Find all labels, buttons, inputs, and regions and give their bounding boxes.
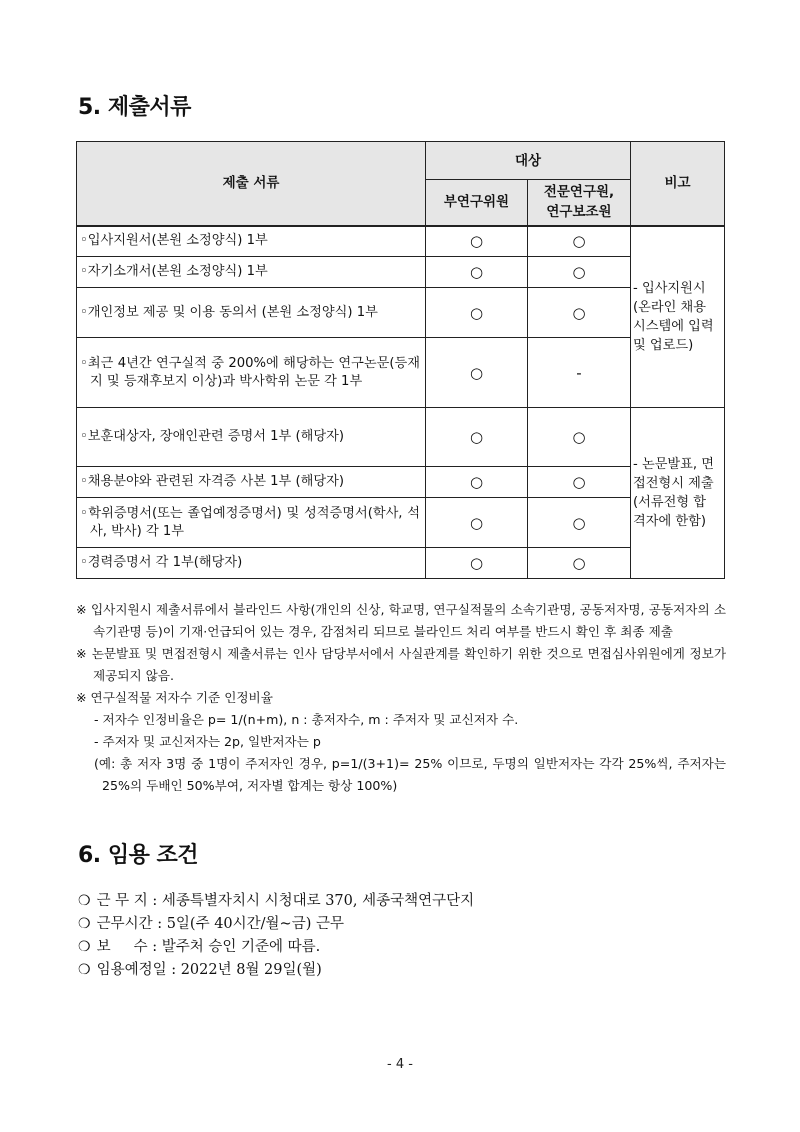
mark-cell: ○ xyxy=(426,338,528,408)
note-author-ratio: ※ 연구실적물 저자수 기준 인정비율 xyxy=(76,690,273,705)
table-row xyxy=(77,257,725,288)
mark-cell: - xyxy=(528,338,631,408)
mark-cell: ○ xyxy=(528,288,631,338)
doc-text: ◦입사지원서(본원 소정양식) 1부 xyxy=(80,233,268,249)
condition-start-date xyxy=(78,959,718,982)
note-blind: ※ 입사지원시 제출서류에서 블라인드 사항(개인의 신상, 학교명, 연구실적물의 소속기관명, 공동저자명, 공동저자의 소속기관명 등)이 기재·언급되어 있는 경우, 감점처리 되므로 블라인드 처리 여부를 반드시 확인 후 최종 제출 xyxy=(76,602,726,639)
table-row xyxy=(77,226,725,257)
doc-cell xyxy=(77,498,426,548)
mark-cell: ○ xyxy=(528,408,631,467)
condition-workplace xyxy=(78,890,718,913)
condition-salary xyxy=(78,936,718,959)
doc-text: ◦보훈대상자, 장애인관련 증명서 1부 (해당자) xyxy=(80,429,344,444)
mark-cell: ○ xyxy=(528,467,631,498)
mark-cell: ○ xyxy=(426,257,528,288)
circle-bullet-icon: ❍ xyxy=(78,939,91,955)
condition-hours xyxy=(78,913,718,936)
remark-cell-1: - 입사지원시 (온라인 채용시스템에 입력 및 업로드) xyxy=(631,226,725,408)
condition-text: 보 수 : 발주처 승인 기준에 따름. xyxy=(96,939,321,955)
note-interview-docs: ※ 논문발표 및 면접전형시 제출서류는 인사 담당부서에서 사실관계를 확인하기 위한 것으로 면접심사위원에게 정보가 제공되지 않음. xyxy=(76,646,726,683)
doc-cell xyxy=(77,338,426,408)
doc-text: ◦개인정보 제공 및 이용 동의서 (본원 소정양식) 1부 xyxy=(80,304,378,320)
table-row xyxy=(77,288,725,338)
note-author-ratio-formula: - 저자수 인정비율은 p= 1/(n+m), n : 총저자수, m : 주저자 및 교신저자 수. xyxy=(94,712,519,727)
table-row xyxy=(77,408,725,467)
doc-text: ◦학위증명서(또는 졸업예정증명서) 및 성적증명서(학사, 석사, 박사) 각 1부 xyxy=(80,505,420,539)
mark-cell: ○ xyxy=(528,257,631,288)
header-col-associate-fellow: 부연구위원 xyxy=(426,180,528,226)
circle-bullet-icon: ❍ xyxy=(78,893,91,909)
mark-cell: ○ xyxy=(426,498,528,548)
mark-cell: ○ xyxy=(426,408,528,467)
section-5-title: 5. 제출서류 xyxy=(78,95,191,120)
doc-text: ◦경력증명서 각 1부(해당자) xyxy=(80,555,243,570)
header-target: 대상 xyxy=(426,142,631,180)
doc-cell xyxy=(77,257,426,288)
condition-text: 임용예정일 : 2022년 8월 29일(월) xyxy=(96,962,322,978)
section-6-title: 6. 임용 조건 xyxy=(78,843,198,868)
note-author-ratio-weights: - 주저자 및 교신저자는 2p, 일반저자는 p xyxy=(94,734,321,749)
page-number: - 4 - xyxy=(387,1057,413,1072)
documents-table xyxy=(76,141,725,579)
doc-text: ◦최근 4년간 연구실적 중 200%에 해당하는 연구논문(등재지 및 등재후보지 이상)과 박사학위 논문 각 1부 xyxy=(80,355,420,389)
notes-block xyxy=(76,599,726,797)
condition-text: 근무시간 : 5일(주 40시간/월~금) 근무 xyxy=(96,916,344,932)
mark-cell: ○ xyxy=(426,467,528,498)
header-col2-line1: 전문연구원, xyxy=(543,184,615,201)
doc-cell xyxy=(77,408,426,467)
header-remarks: 비고 xyxy=(631,142,725,226)
mark-cell: ○ xyxy=(426,548,528,579)
table-row xyxy=(77,548,725,579)
table-row xyxy=(77,338,725,408)
circle-bullet-icon: ❍ xyxy=(78,916,91,932)
remark-cell-2: - 논문발표, 면접전형시 제출 (서류전형 합격자에 한함) xyxy=(631,408,725,579)
header-documents: 제출 서류 xyxy=(77,142,426,226)
note-example-text: (예: 총 저자 3명 중 1명이 주저자인 경우, p=1/(3+1)= 25% 이므로, 두명의 일반저자는 각각 25%씩, 주저자는 25%의 두배인 50%부여, 저자별 합계는 항상 100%) xyxy=(94,756,726,793)
doc-text: ◦채용분야와 관련된 자격증 사본 1부 (해당자) xyxy=(80,474,344,489)
doc-cell xyxy=(77,467,426,498)
mark-cell: ○ xyxy=(528,226,631,257)
condition-text: 근 무 지 : 세종특별자치시 시청대로 370, 세종국책연구단지 xyxy=(96,893,475,909)
doc-cell xyxy=(77,226,426,257)
mark-cell: ○ xyxy=(426,226,528,257)
note-author-ratio-example xyxy=(76,753,726,797)
doc-text: ◦자기소개서(본원 소정양식) 1부 xyxy=(80,264,268,279)
employment-conditions xyxy=(78,890,718,982)
header-col2-line2: 연구보조원 xyxy=(546,204,612,221)
mark-cell: ○ xyxy=(528,498,631,548)
mark-cell: ○ xyxy=(528,548,631,579)
header-col-researcher xyxy=(528,180,631,226)
doc-cell xyxy=(77,548,426,579)
circle-bullet-icon: ❍ xyxy=(78,962,91,978)
mark-cell: ○ xyxy=(426,288,528,338)
table-row xyxy=(77,467,725,498)
doc-cell xyxy=(77,288,426,338)
table-row xyxy=(77,498,725,548)
